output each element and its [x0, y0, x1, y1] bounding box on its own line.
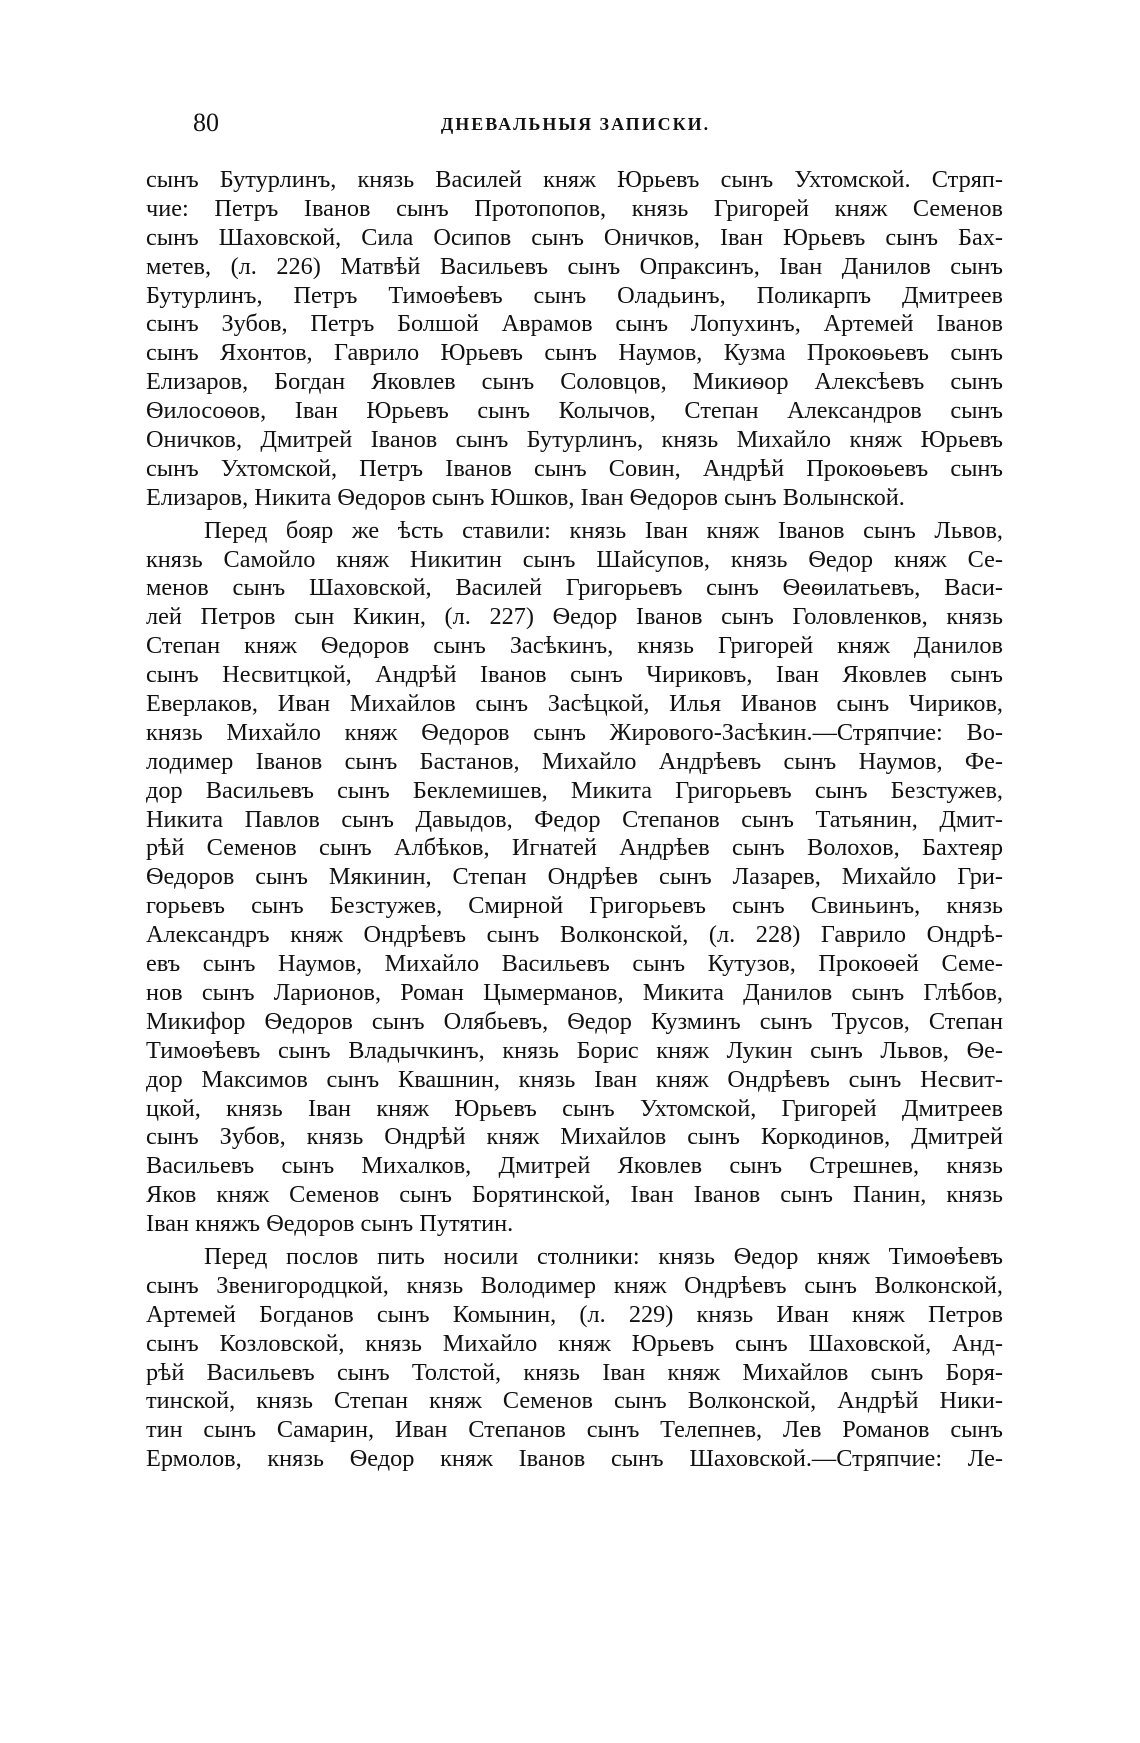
text-line: горьевъ сынъ Безстужев, Смирной Григорьевъ сынъ Свиньинъ, князь [146, 892, 1003, 920]
text-line: дор Максимов сынъ Квашнин, князь Іван княж Ондрѣевъ сынъ Несвит- [146, 1065, 1003, 1093]
text-line: евъ сынъ Наумов, Михайло Васильевъ сынъ Кутузов, Прокоѳей Семе- [146, 950, 1003, 978]
text-line: сынъ Шаховской, Сила Осипов сынъ Оничков, Іван Юрьевъ сынъ Бах- [146, 223, 1003, 251]
text-line: сынъ Зубов, князь Ондрѣй княж Михайлов сынъ Коркодинов, Дмитрей [146, 1123, 1003, 1151]
paragraph [146, 166, 1003, 513]
text-line: Тимоѳѣевъ сынъ Владычкинъ, князь Борис княж Лукин сынъ Львов, Ѳе- [146, 1036, 1003, 1064]
text-line: Іван княжъ Ѳедоров сынъ Путятин. [146, 1210, 514, 1238]
text-line: сынъ Козловской, князь Михайло княж Юрьевъ сынъ Шаховской, Анд- [146, 1329, 1003, 1357]
text-line: Оничков, Дмитрей Іванов сынъ Бутурлинъ, князь Михайло княж Юрьевъ [146, 426, 1003, 454]
text-line: Яков княж Семенов сынъ Борятинской, Іван Іванов сынъ Панин, князь [146, 1181, 1003, 1209]
text-line: Васильевъ сынъ Михалков, Дмитрей Яковлев сынъ Стрешнев, князь [146, 1152, 1003, 1180]
text-line: Елизаров, Богдан Яковлев сынъ Соловцов, Микиѳор Алексѣевъ сынъ [146, 368, 1003, 396]
text-line: Артемей Богданов сынъ Комынин, (л. 229) князь Иван княж Петров [146, 1300, 1003, 1328]
text-line: Никита Павлов сынъ Давыдов, Федор Степанов сынъ Татьянин, Дмит- [146, 805, 1003, 833]
body-text [146, 166, 1003, 1474]
text-line: Перед бояр же ѣсть ставили: князь Іван княж Іванов сынъ Львов, [204, 516, 1003, 544]
text-line: князь Михайло княж Ѳедоров сынъ Жирового-Засѣкин.—Стряпчие: Во- [146, 718, 1003, 746]
text-line: рѣй Васильевъ сынъ Толстой, князь Іван княж Михайлов сынъ Боря- [146, 1358, 1003, 1386]
text-line: цкой, князь Іван княж Юрьевъ сынъ Ухтомской, Григорей Дмитреев [146, 1094, 1003, 1122]
text-line: сынъ Бутурлинъ, князь Василей княж Юрьевъ сынъ Ухтомской. Стряп- [146, 166, 1003, 193]
text-line: сынъ Несвитцкой, Андрѣй Іванов сынъ Чириковъ, Іван Яковлев сынъ [146, 661, 1003, 689]
text-line: чие: Петръ Іванов сынъ Протопопов, князь Григорей княж Семенов [146, 194, 1003, 222]
text-line: Степан княж Ѳедоров сынъ Засѣкинъ, князь Григорей княж Данилов [146, 632, 1003, 660]
text-line: сынъ Яхонтов, Гаврило Юрьевъ сынъ Наумов, Кузма Прокоѳьевъ сынъ [146, 339, 1003, 367]
text-line: нов сынъ Ларионов, Роман Цымерманов, Микита Данилов сынъ Глѣбов, [146, 978, 1003, 1006]
text-line: Еверлаков, Иван Михайлов сынъ Засѣцкой, Илья Иванов сынъ Чириков, [146, 690, 1003, 718]
text-line: Ѳедоров сынъ Мякинин, Степан Ондрѣев сынъ Лазарев, Михайло Гри- [146, 863, 1003, 891]
text-line: Александръ княж Ондрѣевъ сынъ Волконской, (л. 228) Гаврило Ондрѣ- [146, 921, 1003, 949]
text-line: князь Самойло княж Никитин сынъ Шайсупов, князь Ѳедор княж Се- [146, 545, 1003, 573]
text-line: Ѳилосоѳов, Іван Юрьевъ сынъ Колычов, Степан Александров сынъ [146, 397, 1003, 425]
text-line: лодимер Іванов сынъ Бастанов, Михайло Андрѣевъ сынъ Наумов, Фе- [146, 747, 1003, 775]
page-header [148, 108, 1003, 148]
text-line: тин сынъ Самарин, Иван Степанов сынъ Телепнев, Лев Романов сынъ [146, 1416, 1003, 1444]
text-line: метев, (л. 226) Матвѣй Васильевъ сынъ Опраксинъ, Іван Данилов сынъ [146, 252, 1003, 280]
text-line: сынъ Зубов, Петръ Болшой Аврамов сынъ Лопухинъ, Артемей Іванов [146, 310, 1003, 338]
text-line: рѣй Семенов сынъ Албѣков, Игнатей Андрѣев сынъ Волохов, Бахтеяр [146, 834, 1003, 862]
text-line: сынъ Звенигородцкой, князь Володимер княж Ондрѣевъ сынъ Волконской, [146, 1271, 1003, 1299]
text-line: дор Васильевъ сынъ Беклемишев, Микита Григорьевъ сынъ Безстужев, [146, 776, 1003, 804]
running-title: ДНЕВАЛЬНЫЯ ЗАПИСКИ. [440, 114, 711, 134]
page-number: 80 [193, 108, 219, 137]
text-line: Микифор Ѳедоров сынъ Олябьевъ, Ѳедор Кузминъ сынъ Трусов, Степан [146, 1007, 1003, 1035]
text-line: Бутурлинъ, Петръ Тимоѳѣевъ сынъ Оладьинъ, Поликарпъ Дмитреев [146, 281, 1003, 309]
paragraph [146, 1243, 1003, 1474]
text-line: тинской, князь Степан княж Семенов сынъ Волконской, Андрѣй Ники- [146, 1387, 1003, 1415]
text-line: сынъ Ухтомской, Петръ Іванов сынъ Совин, Андрѣй Прокоѳьевъ сынъ [146, 454, 1003, 482]
text-line: Елизаров, Никита Ѳедоров сынъ Юшков, Іван Ѳедоров сынъ Волынской. [146, 483, 905, 511]
text-line: Перед послов пить носили столники: князь Ѳедор княж Тимоѳѣевъ [204, 1242, 1003, 1270]
text-line: менов сынъ Шаховской, Василей Григорьевъ сынъ Ѳеѳилатьевъ, Васи- [146, 574, 1003, 602]
text-line: Ермолов, князь Ѳедор княж Іванов сынъ Шаховской.—Стряпчие: Ле- [146, 1445, 1003, 1473]
text-line: лей Петров сын Кикин, (л. 227) Ѳедор Іванов сынъ Головленков, князь [146, 603, 1003, 631]
paragraph [146, 517, 1003, 1239]
